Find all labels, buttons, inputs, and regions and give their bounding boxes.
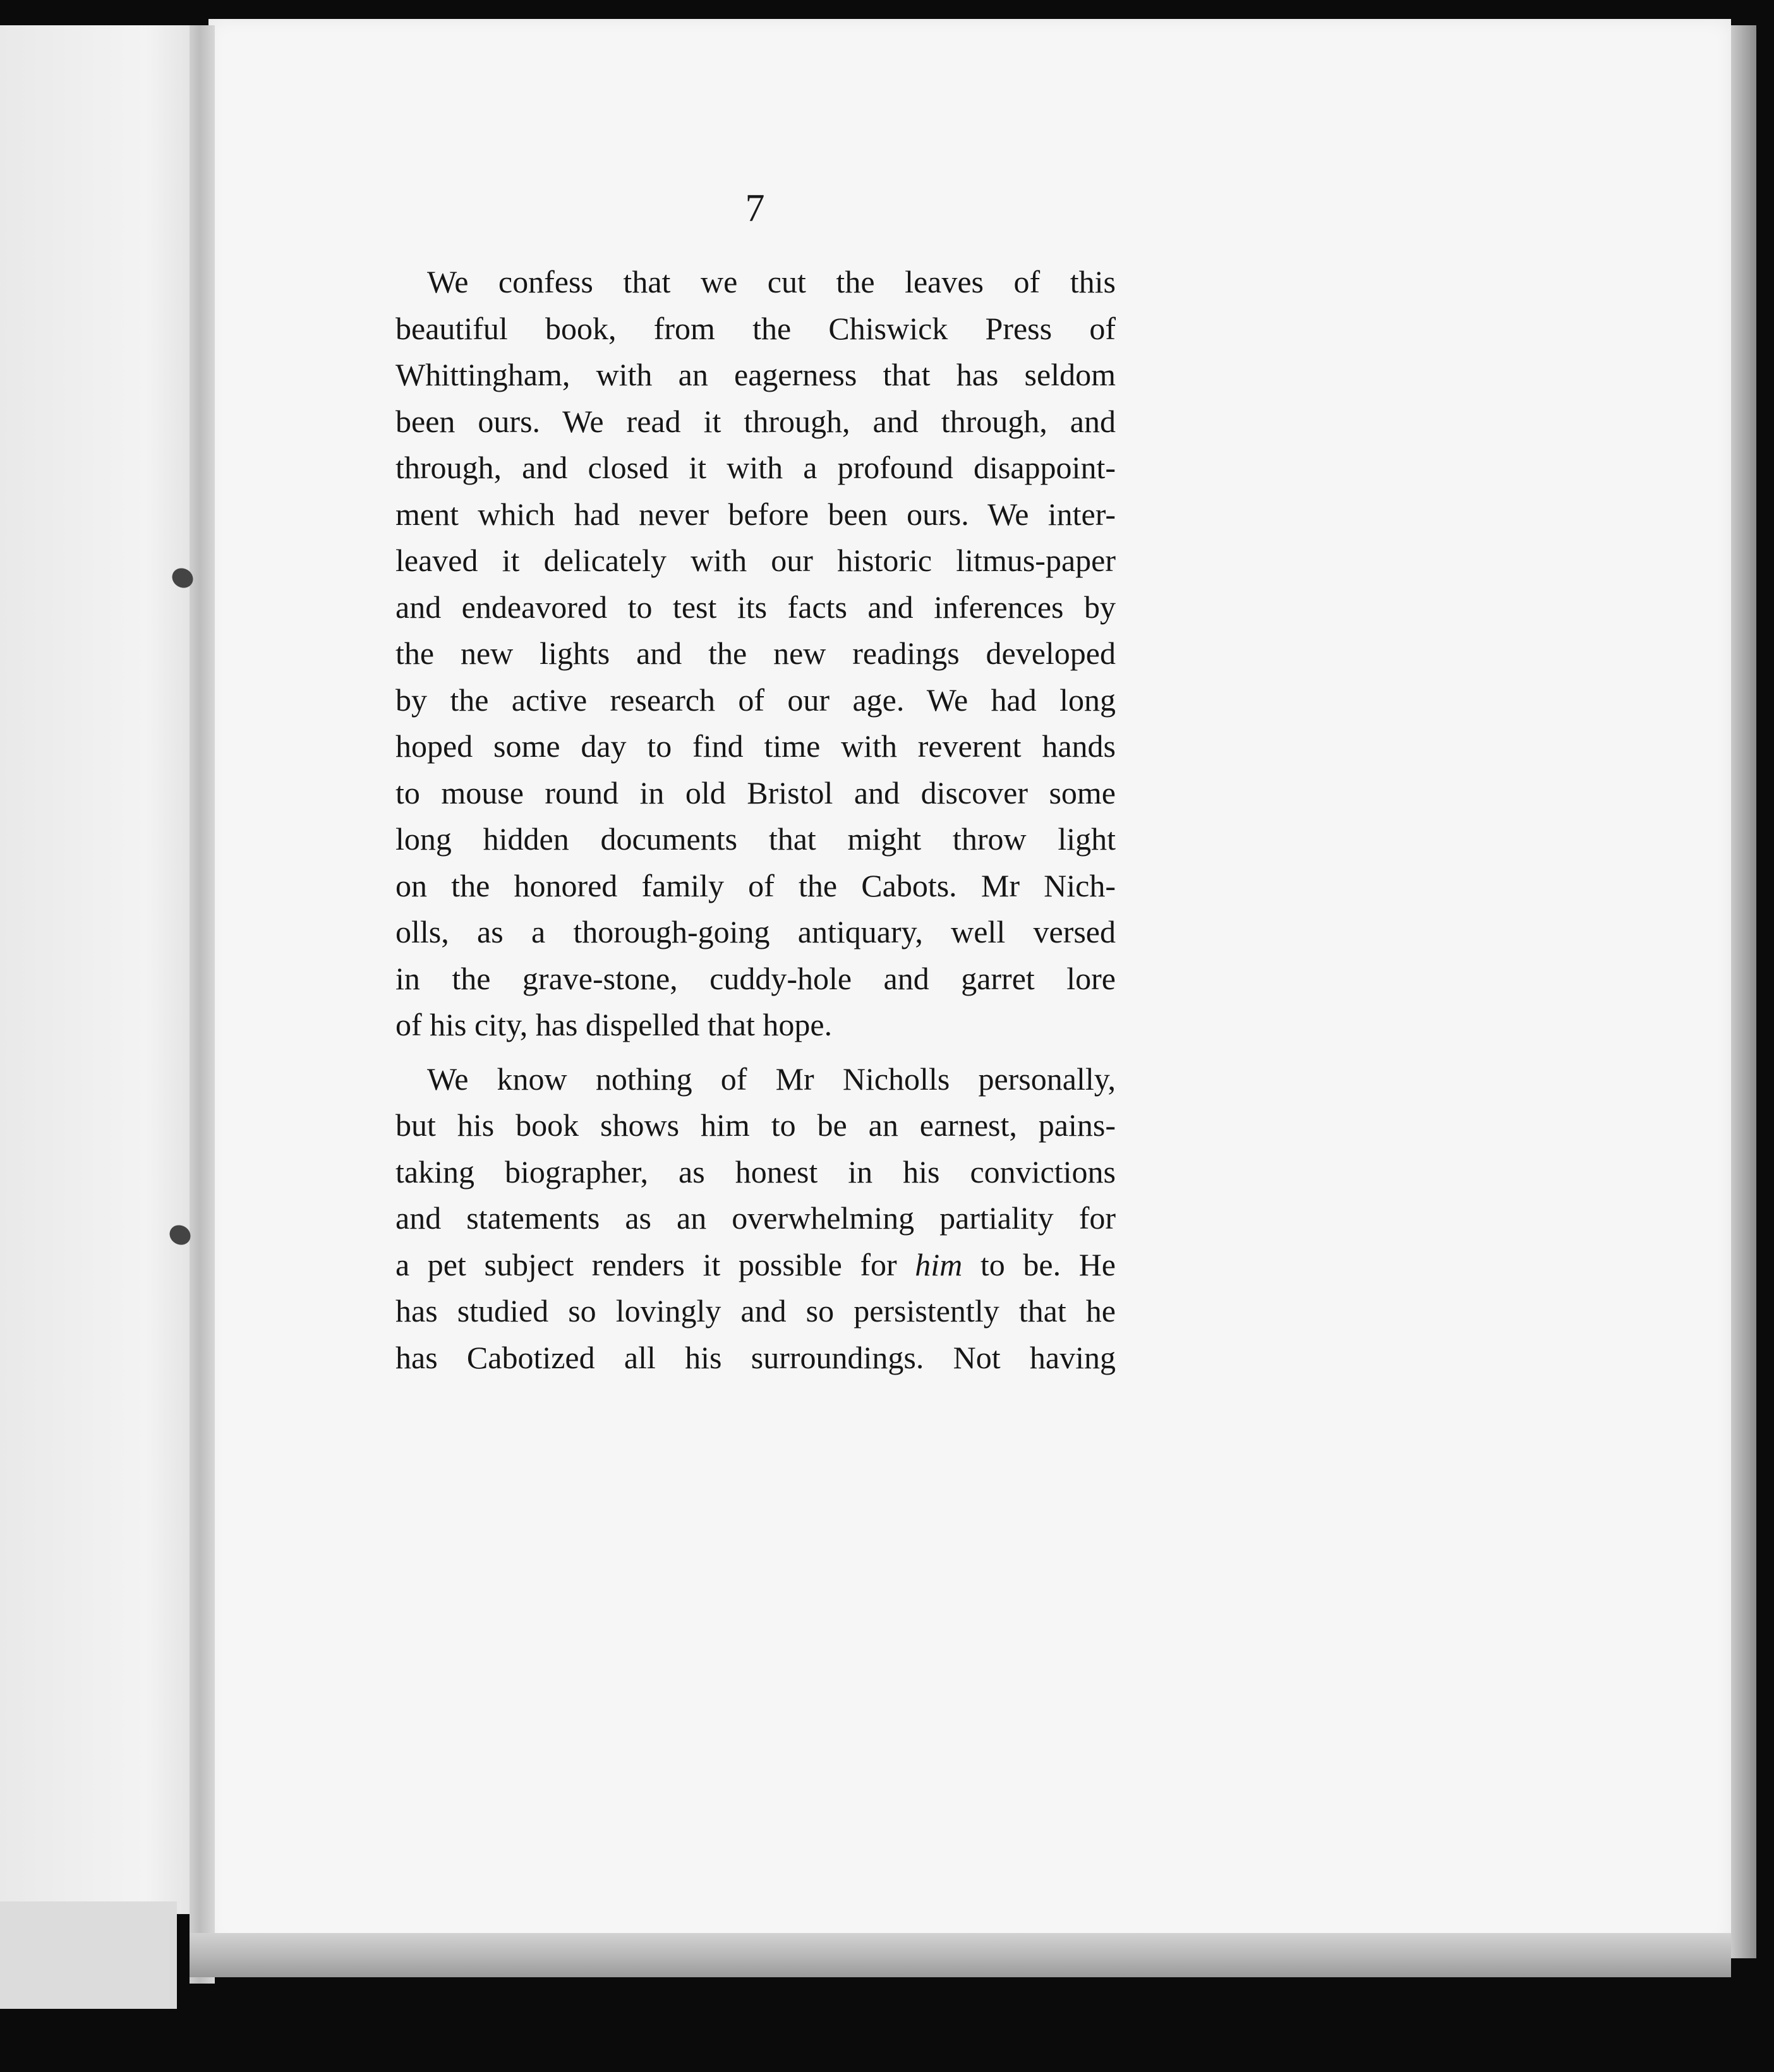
text-run: to be. He [962, 1246, 1116, 1282]
text-line: hoped some day to find time with reverent hands [395, 728, 1116, 764]
text-line-with-italic [395, 1242, 1116, 1289]
text-line: has Cabotized all his surroundings. Not having [395, 1339, 1116, 1375]
text-line: Whittingham, with an eagerness that has seldom [395, 357, 1116, 392]
text-line: been ours. We read it through, and through, and [395, 403, 1116, 439]
page-number: 7 [745, 187, 765, 230]
text-line: beautiful book, from the Chiswick Press of [395, 310, 1116, 346]
text-line: and statements as an overwhelming partiality for [395, 1200, 1116, 1236]
page-text [395, 259, 1116, 1381]
text-line: but his book shows him to be an earnest, pains- [395, 1107, 1116, 1143]
text-line: leaved it delicately with our historic litmus-paper [395, 543, 1116, 578]
text-line: by the active research of our age. We had long [395, 682, 1116, 718]
text-line: in the grave-stone, cuddy-hole and garret lore [395, 960, 1116, 996]
book-gutter [190, 25, 215, 1984]
left-page-edge [0, 1901, 177, 2009]
text-line: We confess that we cut the leaves of this [427, 264, 1116, 299]
italic-word: him [915, 1246, 963, 1282]
text-line: on the honored family of the Cabots. Mr Nich- [395, 867, 1116, 903]
text-line: to mouse round in old Bristol and discover some [395, 774, 1116, 810]
page-stack-bottom [190, 1933, 1731, 1977]
text-run: a pet subject renders it possible for [395, 1246, 915, 1282]
text-line: through, and closed it with a profound disappoint- [395, 450, 1116, 485]
text-line: and endeavored to test its facts and inferences by [395, 589, 1116, 625]
text-line: taking biographer, as honest in his convictions [395, 1153, 1116, 1190]
text-line: olls, as a thorough-going antiquary, well versed [395, 914, 1116, 949]
text-line: of his city, has dispelled that hope. [395, 1007, 833, 1042]
text-line: the new lights and the new readings developed [395, 635, 1116, 671]
text-line: has studied so lovingly and so persistently that he [395, 1293, 1116, 1328]
text-line: long hidden documents that might throw light [395, 821, 1116, 857]
text-line: We know nothing of Mr Nicholls personally, [427, 1061, 1116, 1097]
left-page-leaf [0, 25, 208, 1914]
paragraph-gap [395, 1049, 1116, 1056]
text-line: ment which had never before been ours. We inter- [395, 496, 1116, 532]
page-right-edge [1731, 25, 1756, 1958]
